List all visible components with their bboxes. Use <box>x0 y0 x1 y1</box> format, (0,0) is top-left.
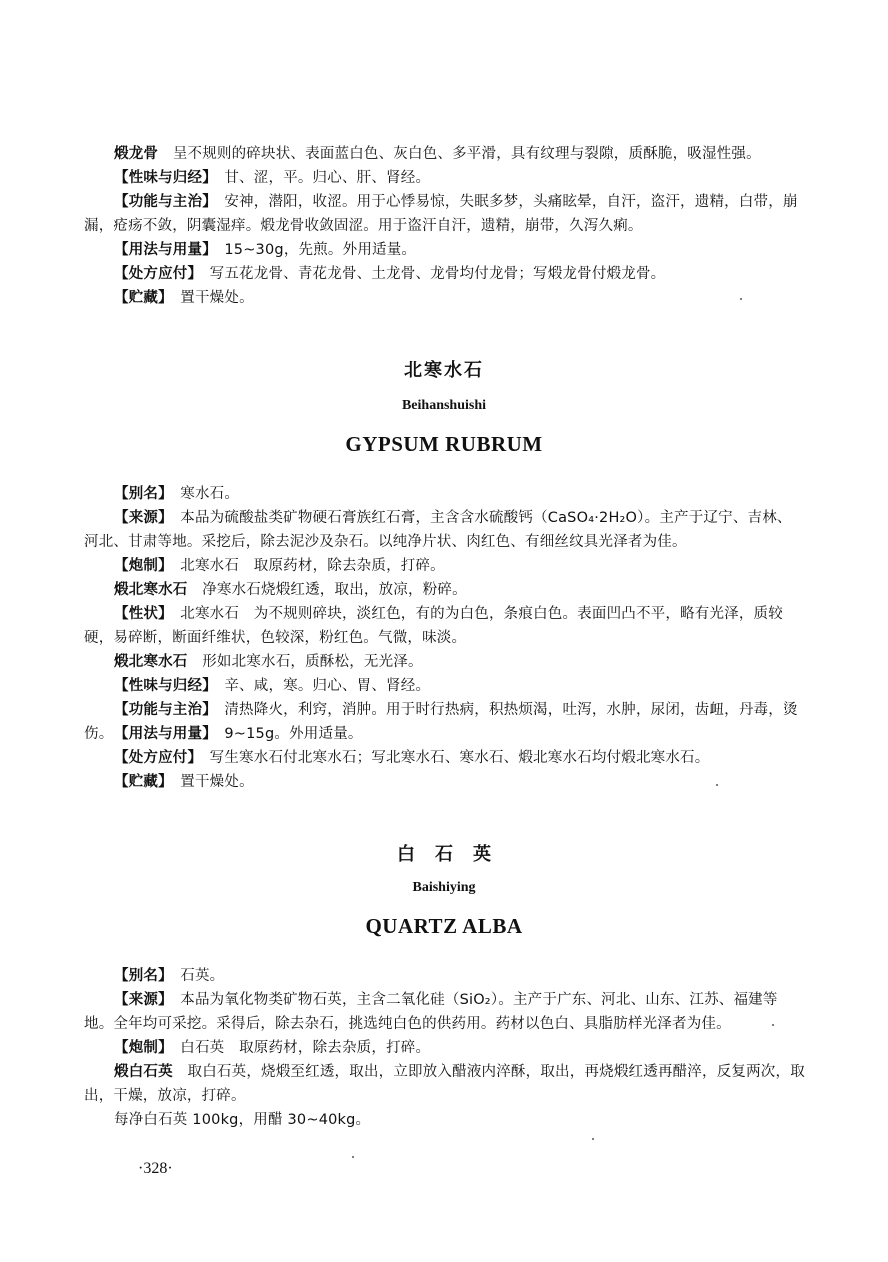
field-text: 9~15g。外用适量。 <box>224 726 363 742</box>
section-title-chinese: 北寒水石 <box>404 360 484 381</box>
scan-speck <box>740 298 742 300</box>
field-label: 【功能与主治】 <box>114 194 210 210</box>
field-text: 辛、咸，寒。归心、胃、肾经。 <box>224 678 431 694</box>
longgu-nature-flavor <box>84 166 806 190</box>
field-label: 【用法与用量】 <box>114 726 210 742</box>
paragraph-head: 煅白石英 <box>114 1064 173 1080</box>
bsy-calcined-processing <box>84 1060 806 1108</box>
paragraph-text: 净寒水石烧煅红透，取出，放凉，粉碎。 <box>202 582 467 598</box>
longgu-function <box>84 190 806 238</box>
field-label: 【贮藏】 <box>114 774 166 790</box>
scan-speck <box>772 1024 774 1026</box>
paragraph-text: 每净白石英 100kg，用醋 30~40kg。 <box>114 1112 371 1128</box>
bhss-source <box>84 506 806 554</box>
longgu-calcined-description <box>84 142 806 166</box>
field-label: 【来源】 <box>114 992 166 1008</box>
scan-speck <box>352 1156 354 1158</box>
field-text: 甘、涩，平。归心、肝、肾经。 <box>224 170 431 186</box>
bhss-storage <box>84 770 806 794</box>
field-label: 【别名】 <box>114 486 166 502</box>
field-label: 【炮制】 <box>114 1040 166 1056</box>
field-text: 北寒水石 为不规则碎块，淡红色，有的为白色，条痕白色。表面凹凸不平，略有光泽，质较硬，易碎断，断面纤维状，色较深，粉红色。气微，味淡。 <box>84 606 783 646</box>
field-text: 白石英 取原药材，除去杂质，打碎。 <box>180 1040 431 1056</box>
paragraph-head: 煅北寒水石 <box>114 582 188 598</box>
field-text: 写五花龙骨、青花龙骨、土龙骨、龙骨均付龙骨；写煅龙骨付煅龙骨。 <box>209 266 666 282</box>
field-text: 置干燥处。 <box>180 290 254 306</box>
bsy-processing <box>84 1036 806 1060</box>
section-title-pinyin: Beihanshuishi <box>401 398 487 413</box>
field-text: 本品为硫酸盐类矿物硬石膏族红石膏，主含含水硫酸钙（CaSO₄·2H₂O）。主产于辽宁、吉林、河北、甘肃等地。采挖后，除去泥沙及杂石。以纯净片状、肉红色、有细丝纹具光泽者为佳。 <box>84 510 792 550</box>
bsy-vinegar-ratio <box>84 1108 806 1132</box>
bhss-nature-flavor <box>84 674 806 698</box>
bhss-processing <box>84 554 806 578</box>
page-number: ·328· <box>138 1160 173 1177</box>
longgu-prescription <box>84 262 806 286</box>
field-text: 寒水石。 <box>180 486 240 502</box>
field-text: 石英。 <box>180 968 225 984</box>
field-label: 【别名】 <box>114 968 166 984</box>
section-title-latin: QUARTZ ALBA <box>365 914 523 938</box>
field-text: 置干燥处。 <box>180 774 254 790</box>
bhss-calcined-characteristics <box>84 650 806 674</box>
field-label: 【贮藏】 <box>114 290 166 306</box>
field-text: 安神，潜阳，收涩。用于心悸易惊，失眠多梦，头痛眩晕，自汗，盗汗，遗精，白带，崩漏，疮疡不敛，阴囊湿痒。煅龙骨收敛固涩。用于盗汗自汗，遗精，崩带，久泻久痢。 <box>84 194 798 234</box>
bhss-characteristics <box>84 602 806 650</box>
paragraph-head: 煅北寒水石 <box>114 654 188 670</box>
field-label: 【处方应付】 <box>114 266 195 282</box>
bsy-alias <box>84 964 806 988</box>
bhss-prescription <box>84 746 806 770</box>
section-title-latin: GYPSUM RUBRUM <box>345 432 543 456</box>
section-title-pinyin: Baishiying <box>412 880 476 895</box>
longgu-dosage <box>84 238 806 262</box>
bhss-dosage <box>84 722 806 746</box>
paragraph-text: 形如北寒水石，质酥松，无光泽。 <box>202 654 423 670</box>
field-label: 【来源】 <box>114 510 166 526</box>
section-title-chinese: 白石英 <box>397 844 511 865</box>
field-text: 写生寒水石付北寒水石；写北寒水石、寒水石、煅北寒水石均付煅北寒水石。 <box>209 750 710 766</box>
field-text: 15~30g，先煎。外用适量。 <box>224 242 417 258</box>
field-label: 【性味与归经】 <box>114 678 210 694</box>
field-text: 清热降火，利窍，消肿。用于时行热病，积热烦渴，吐泻，水肿，尿闭，齿衄，丹毒，烫伤。 <box>84 702 798 742</box>
field-label: 【性状】 <box>114 606 166 622</box>
paragraph-text: 呈不规则的碎块状、表面蓝白色、灰白色、多平滑，具有纹理与裂隙，质酥脆，吸湿性强。 <box>172 146 761 162</box>
field-text: 本品为氧化物类矿物石英，主含二氧化硅（SiO₂）。主产于广东、河北、山东、江苏、福建等地。全年均可采挖。采得后，除去杂石，挑选纯白色的供药用。药材以色白、具脂肪样光泽者为佳。 <box>84 992 778 1032</box>
field-label: 【处方应付】 <box>114 750 195 766</box>
bhss-calcined-processing <box>84 578 806 602</box>
longgu-storage <box>84 286 806 310</box>
field-label: 【性味与归经】 <box>114 170 210 186</box>
scan-speck <box>592 1138 594 1140</box>
scan-speck <box>716 784 718 786</box>
field-label: 【功能与主治】 <box>114 702 210 718</box>
paragraph-head: 煅龙骨 <box>114 146 159 162</box>
field-label: 【用法与用量】 <box>114 242 210 258</box>
field-text: 北寒水石 取原药材，除去杂质，打碎。 <box>180 558 445 574</box>
paragraph-text: 取白石英，烧煅至红透，取出，立即放入醋液内淬酥，取出，再烧煅红透再醋淬，反复两次，取出，干燥，放凉，打碎。 <box>84 1064 805 1104</box>
field-label: 【炮制】 <box>114 558 166 574</box>
bhss-alias <box>84 482 806 506</box>
bsy-source <box>84 988 806 1036</box>
